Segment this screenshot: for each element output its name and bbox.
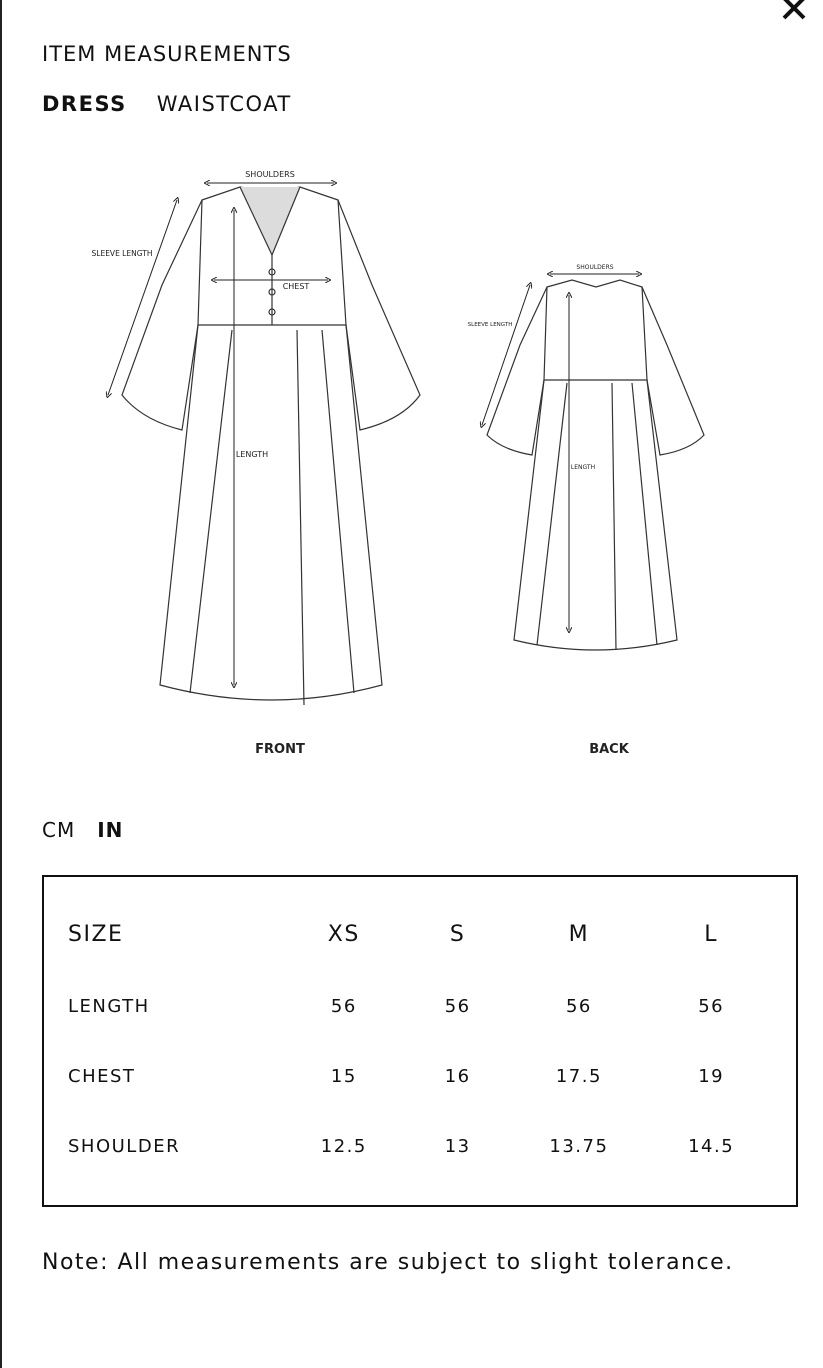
measurement-diagram bbox=[42, 145, 782, 785]
front-chest-label: CHEST bbox=[282, 282, 310, 291]
table-cell: 13.75 bbox=[549, 1135, 609, 1157]
back-sleeve-length-label: SLEEVE LENGTH bbox=[467, 322, 513, 328]
front-sleeve-length-label: SLEEVE LENGTH bbox=[91, 249, 153, 258]
tab-waistcoat[interactable]: WAISTCOAT bbox=[156, 92, 292, 116]
table-cell: 15 bbox=[330, 1065, 357, 1087]
front-dress-drawing bbox=[122, 187, 420, 705]
row-label-chest: CHEST bbox=[68, 1065, 136, 1087]
close-button[interactable] bbox=[778, 0, 810, 24]
unit-in[interactable]: IN bbox=[97, 818, 124, 842]
table-cell: 56 bbox=[698, 995, 725, 1017]
header-m: M bbox=[568, 921, 590, 947]
table-row bbox=[68, 971, 780, 1041]
back-caption: BACK bbox=[589, 742, 629, 757]
back-shoulders-label: SHOULDERS bbox=[576, 264, 614, 271]
header-l: L bbox=[704, 921, 719, 947]
unit-cm[interactable]: CM bbox=[42, 818, 76, 842]
header-xs: XS bbox=[327, 921, 360, 947]
front-caption: FRONT bbox=[255, 742, 305, 757]
back-dress-drawing bbox=[487, 280, 704, 650]
garment-tabs bbox=[42, 92, 292, 116]
tab-dress[interactable]: DRESS bbox=[42, 92, 127, 116]
front-length-label: LENGTH bbox=[235, 450, 269, 459]
table-cell: 19 bbox=[698, 1065, 725, 1087]
table-cell: 12.5 bbox=[320, 1135, 367, 1157]
table-row bbox=[68, 1111, 780, 1181]
table-row bbox=[68, 1041, 780, 1111]
row-label-shoulder: SHOULDER bbox=[68, 1135, 181, 1157]
close-icon bbox=[778, 0, 810, 24]
table-cell: 56 bbox=[444, 995, 471, 1017]
table-header-row bbox=[68, 897, 780, 971]
table-cell: 16 bbox=[444, 1065, 471, 1087]
table-cell: 56 bbox=[565, 995, 592, 1017]
table-cell: 17.5 bbox=[555, 1065, 602, 1087]
row-label-length: LENGTH bbox=[68, 995, 150, 1017]
page-title: ITEM MEASUREMENTS bbox=[42, 42, 292, 66]
size-table-container bbox=[42, 875, 798, 1207]
size-table bbox=[68, 897, 780, 1181]
header-s: S bbox=[449, 921, 466, 947]
unit-toggle bbox=[42, 818, 123, 842]
back-length-label: LENGTH bbox=[570, 464, 596, 471]
table-cell: 56 bbox=[330, 995, 357, 1017]
header-size: SIZE bbox=[68, 921, 124, 947]
tolerance-note: Note: All measurements are subject to slight tolerance. bbox=[42, 1250, 734, 1275]
table-cell: 13 bbox=[444, 1135, 471, 1157]
front-shoulders-label: SHOULDERS bbox=[245, 170, 295, 179]
table-cell: 14.5 bbox=[688, 1135, 735, 1157]
